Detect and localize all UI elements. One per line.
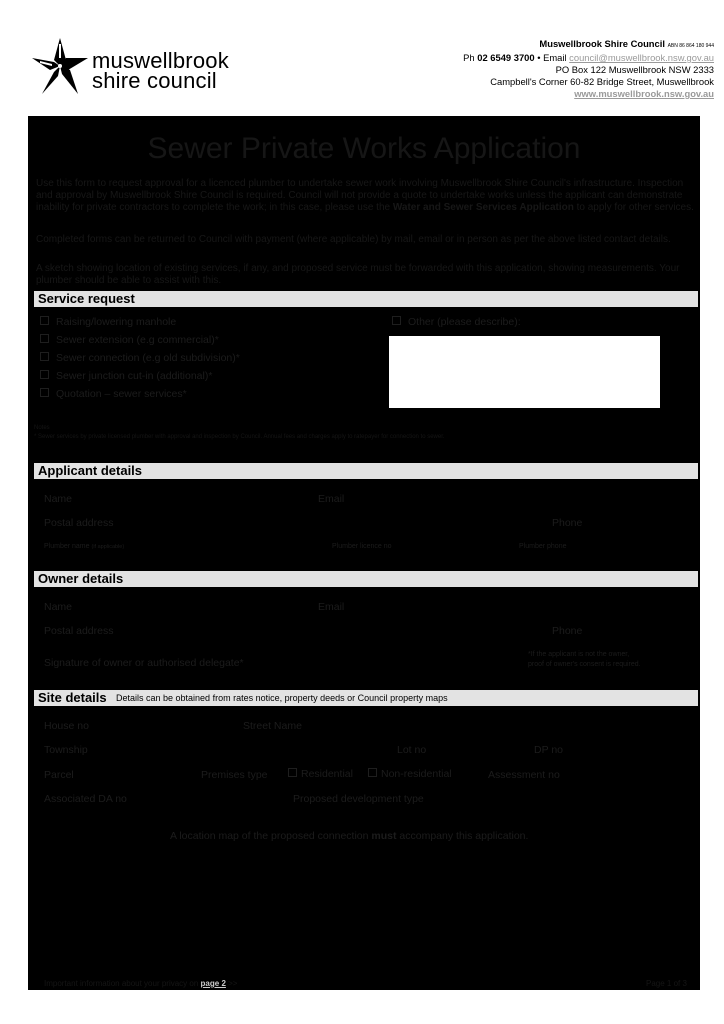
page-indicator: Page 1 of 3 bbox=[646, 979, 687, 988]
phone-number: 02 6549 3700 bbox=[477, 52, 535, 63]
premises-non-residential-option[interactable]: Non-residential bbox=[368, 768, 452, 781]
po-box: PO Box 122 Muswellbrook NSW 2333 bbox=[555, 64, 714, 75]
website-link[interactable]: www.muswellbrook.nsw.gov.au bbox=[574, 88, 714, 99]
street-address: Campbell's Corner 60-82 Bridge Street, Muswellbrook bbox=[490, 76, 714, 87]
checkbox-icon[interactable] bbox=[40, 316, 49, 325]
privacy-footer bbox=[44, 979, 237, 989]
option-sewer-junction[interactable]: Sewer junction cut-in (additional)* bbox=[40, 370, 212, 383]
email-link[interactable]: council@muswellbrook.nsw.gov.au bbox=[569, 52, 714, 63]
service-request-header bbox=[34, 291, 698, 307]
site-details-subtitle: Details can be obtained from rates notice, property deeds or Council property maps bbox=[116, 693, 448, 703]
notes-title: Notes bbox=[34, 425, 50, 431]
form-title: Sewer Private Works Application bbox=[147, 132, 581, 165]
owner-consent-note-1: *If the applicant is not the owner, bbox=[528, 651, 630, 658]
assessment-no-label[interactable]: Assessment no bbox=[488, 769, 560, 781]
proposed-development-label[interactable]: Proposed development type bbox=[293, 793, 424, 805]
email-prefix: • Email bbox=[537, 52, 567, 63]
checkbox-icon[interactable] bbox=[288, 768, 297, 777]
water-sewer-application-link[interactable]: Water and Sewer Services Application bbox=[392, 202, 574, 213]
street-name-label[interactable]: Street Name bbox=[243, 720, 302, 732]
notes-text: * Sewer services by private licensed plumber with approval and inspection by Council. Annual fees and charges apply to ratepayer for connection to sewer. bbox=[34, 434, 445, 440]
owner-phone-label[interactable]: Phone bbox=[552, 625, 583, 637]
parcel-label[interactable]: Parcel bbox=[44, 769, 74, 781]
intro-paragraph-2: Completed forms can be returned to Council with payment (where applicable) by mail, email or in person as per the above listed contact details. bbox=[36, 234, 671, 245]
checkbox-icon[interactable] bbox=[368, 768, 377, 777]
applicant-email-label[interactable]: Email bbox=[318, 493, 345, 505]
checkbox-icon[interactable] bbox=[40, 334, 49, 343]
applicant-name-label[interactable]: Name bbox=[44, 493, 73, 505]
phone-prefix: Ph bbox=[463, 52, 475, 63]
option-sewer-connection[interactable]: Sewer connection (e.g old subdivision)* bbox=[40, 352, 240, 365]
service-request-title: Service request bbox=[38, 291, 135, 306]
owner-signature-label[interactable]: Signature of owner or authorised delegate* bbox=[44, 657, 244, 669]
checkbox-icon[interactable] bbox=[392, 316, 401, 325]
phone-email-line bbox=[463, 52, 714, 64]
option-sewer-extension[interactable]: Sewer extension (e.g commercial)* bbox=[40, 334, 219, 347]
premises-residential-option[interactable]: Residential bbox=[288, 768, 353, 781]
abn: ABN 86 864 180 944 bbox=[667, 43, 714, 49]
checkbox-icon[interactable] bbox=[40, 352, 49, 361]
owner-details-title: Owner details bbox=[38, 571, 124, 586]
intro1-text-end: to apply for other services. bbox=[576, 202, 694, 213]
checkbox-icon[interactable] bbox=[40, 388, 49, 397]
plumber-name-label[interactable]: Plumber name (if applicable) bbox=[44, 543, 125, 550]
owner-consent-note-2: proof of owner's consent is required. bbox=[528, 661, 641, 668]
intro1-text: Use this form to request approval for a licenced plumber to undertake sewer work involving Muswellbrook Shire Council's infrastructure. Inspection and approval by Muswellbrook Shire Council is required. Council will not provide a quote to undertake works unless the applicant can demonstrate inability for private contractors to complete the work; in this case, please use the bbox=[36, 178, 684, 213]
logo-text-line2: shire council bbox=[92, 68, 217, 93]
org-name: Muswellbrook Shire Council bbox=[539, 38, 665, 49]
applicant-phone-label[interactable]: Phone bbox=[552, 517, 583, 529]
associated-da-label[interactable]: Associated DA no bbox=[44, 793, 127, 805]
dp-no-label[interactable]: DP no bbox=[534, 744, 563, 756]
logo-text-line1: muswellbrook bbox=[92, 48, 229, 73]
privacy-text: Important information about your privacy on bbox=[44, 979, 199, 988]
star-logo-icon bbox=[30, 36, 90, 98]
plumber-licence-label[interactable]: Plumber licence no bbox=[332, 543, 392, 550]
site-details-title: Site details bbox=[38, 690, 107, 705]
contact-block bbox=[463, 38, 714, 100]
applicant-details-title: Applicant details bbox=[38, 463, 143, 478]
owner-name-label[interactable]: Name bbox=[44, 601, 73, 613]
township-label[interactable]: Township bbox=[44, 744, 88, 756]
site-details-header bbox=[34, 690, 698, 706]
owner-postal-label[interactable]: Postal address bbox=[44, 625, 114, 637]
lot-no-label[interactable]: Lot no bbox=[397, 744, 427, 756]
owner-email-label[interactable]: Email bbox=[318, 601, 345, 613]
premises-type-label: Premises type bbox=[201, 769, 268, 781]
checkbox-icon[interactable] bbox=[40, 370, 49, 379]
location-map-notice: A location map of the proposed connection must accompany this application. bbox=[170, 830, 529, 842]
plumber-phone-label[interactable]: Plumber phone bbox=[519, 543, 567, 550]
option-other[interactable]: Other (please describe): bbox=[392, 316, 521, 329]
intro-paragraph-1 bbox=[36, 178, 696, 214]
option-quotation[interactable]: Quotation – sewer services* bbox=[40, 388, 187, 401]
applicant-details-header bbox=[34, 463, 698, 479]
intro-paragraph-3: A sketch showing location of existing services, if any, and proposed service must be forwarded with this application, showing measurements. Your plumber should be able to assist with this. bbox=[36, 263, 680, 286]
other-description-field[interactable] bbox=[389, 336, 660, 408]
arrow-text: >> bbox=[228, 979, 238, 988]
house-no-label[interactable]: House no bbox=[44, 720, 89, 732]
council-logo bbox=[30, 36, 240, 98]
applicant-postal-label[interactable]: Postal address bbox=[44, 517, 114, 529]
option-raising-lowering-manhole[interactable]: Raising/lowering manhole bbox=[40, 316, 176, 329]
privacy-page-link[interactable]: page 2 bbox=[200, 979, 226, 988]
application-form bbox=[28, 116, 700, 990]
owner-details-header bbox=[34, 571, 698, 587]
org-line bbox=[463, 38, 714, 52]
